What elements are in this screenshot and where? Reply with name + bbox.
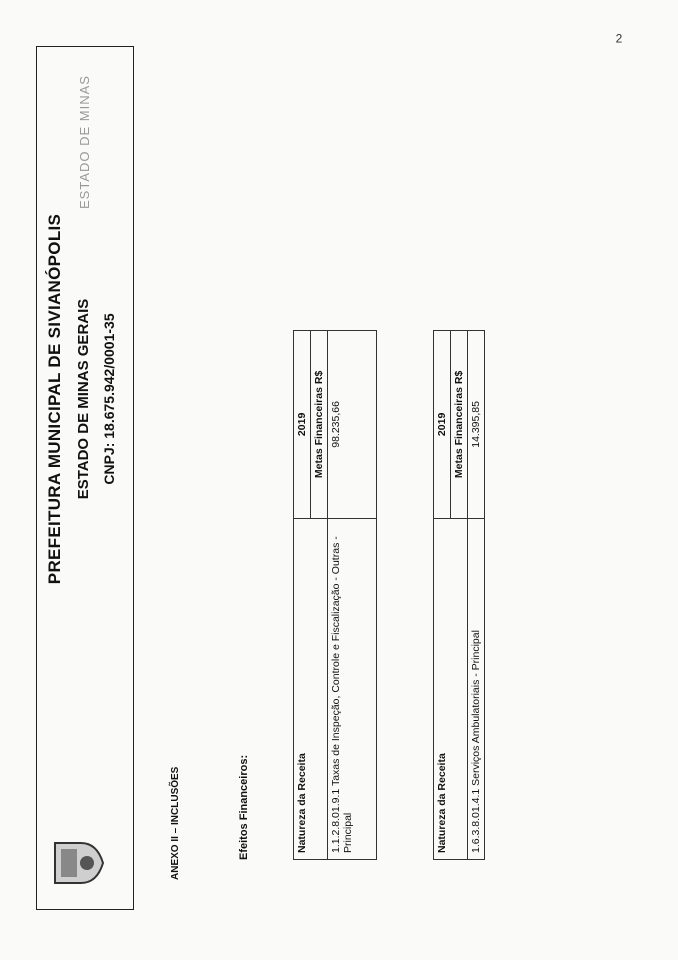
revenue-value: 14.395,85 bbox=[468, 331, 485, 519]
annex-title: ANEXO II – INCLUSÕES bbox=[170, 766, 181, 880]
letterhead-box bbox=[36, 46, 134, 910]
municipality-title: PREFEITURA MUNICIPAL DE SIVIANÓPOLIS bbox=[45, 213, 64, 585]
cnpj-text: CNPJ: 18.675.942/0001-35 bbox=[101, 313, 117, 485]
column-header-year: 2019 bbox=[294, 331, 311, 519]
revenue-value: 98.235,66 bbox=[328, 331, 377, 519]
revenue-table-2 bbox=[433, 330, 485, 860]
municipal-crest-icon bbox=[47, 833, 107, 893]
column-subheader-goals: Metas Financeiras R$ bbox=[451, 331, 468, 519]
bleed-through-text: ESTADO DE MINAS bbox=[77, 75, 92, 209]
revenue-table-1 bbox=[293, 330, 377, 860]
revenue-description: 1.1.2.8.01.9.1 Taxas de Inspeção, Controle e Fiscalização - Outras - Principal bbox=[328, 518, 377, 859]
column-header-nature: Natureza da Receita bbox=[294, 518, 328, 859]
state-name: ESTADO DE MINAS GERAIS bbox=[75, 298, 92, 500]
column-header-year: 2019 bbox=[434, 331, 451, 519]
column-subheader-goals: Metas Financeiras R$ bbox=[311, 331, 328, 519]
page-number: 2 bbox=[615, 31, 623, 46]
section-title: Efeitos Financeiros: bbox=[238, 754, 250, 860]
revenue-description: 1.6.3.8.01.4.1 Serviços Ambulatoriais - Principal bbox=[468, 518, 485, 859]
column-header-nature: Natureza da Receita bbox=[434, 518, 468, 859]
